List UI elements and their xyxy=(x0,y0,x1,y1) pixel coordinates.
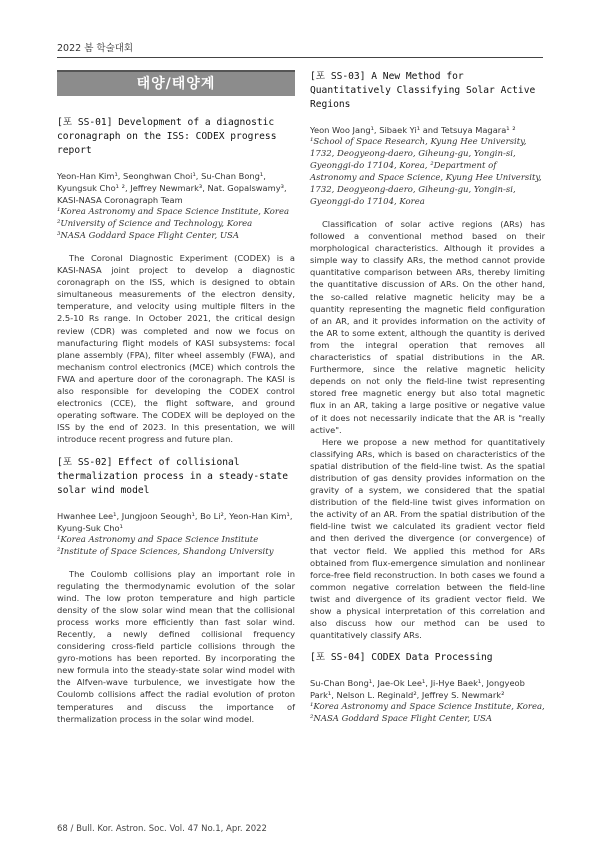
abstract-body xyxy=(57,568,295,725)
left-column xyxy=(57,70,295,735)
abstract-body xyxy=(57,252,295,446)
running-header: 2022 봄 학술대회 xyxy=(57,43,134,54)
paragraph: The Coronal Diagnostic Experiment (CODEX) is a KASI-NASA joint project to develop a diagnostic coronagraph on the ISS, which is designed to obtain simultaneous measurements of the electron density, temperature, and velocity using multiple filters in the 2.5-10 Rs range. In October 2021, the critical design review (CDR) was completed and now we focus on manufacturing flight models of KASI subsystems: focal plane assembly (FPA), filter wheel assembly (FWA), and mechanism control electronics (MCE) which controls the FWA and aperture door of the coronagraph. The KASI is also responsible for developing the CODEX control electronics (CCE), the flight software, and ground operating software. The CODEX will be deployed on the ISS by the end of 2023. In this presentation, we will introduce recent progress and future plan. xyxy=(57,253,295,445)
section-banner: 태양/태양계 xyxy=(57,70,295,96)
author-list: Su-Chan Bong¹, Jae-Ok Lee¹, Ji-Hye Baek¹, Jongyeob Park¹, Nelson L. Reginald², Jeffrey S. Newmark² xyxy=(310,678,525,701)
author-block xyxy=(57,510,295,558)
author-list: Yeon Woo Jang¹, Sibaek Yi¹ and Tetsuya Magara¹ ² xyxy=(310,125,516,135)
paragraph: The Coulomb collisions play an important role in regulating the thermodynamic evolution of the solar wind. The low proton temperature and high particle density of the slow solar wind mean that the collisional process works more efficiently than fast solar wind. Recently, a newly defined collisional frequency considering cross-field particle collisions through the gyro-motions has been reported. By incorporating the new formula into the steady-state solar wind model with the Alfven-wave turbulence, we investigate how the Coulomb collisions affect the radial evolution of proton temperatures and discuss the importance of thermalization process in the solar wind model. xyxy=(57,568,295,724)
affiliation: ¹Korea Astronomy and Space Science Institute xyxy=(57,534,259,545)
header-rule xyxy=(57,57,543,58)
author-block xyxy=(310,124,545,208)
abstract-ss02 xyxy=(57,456,295,725)
abstract-ss03 xyxy=(310,70,545,641)
author-list: Hwanhee Lee¹, Jungjoon Seough¹, Bo Li², Yeon-Han Kim¹, Kyung-Suk Cho¹ xyxy=(57,510,293,533)
right-column xyxy=(310,70,545,735)
affiliation: ³NASA Goddard Space Flight Center, USA xyxy=(57,231,240,241)
affiliation: ²Institute of Space Sciences, Shandong University xyxy=(57,546,274,557)
affiliation: ¹Korea Astronomy and Space Science Institute, Korea, ²NASA Goddard Space Flight Center, USA xyxy=(310,702,545,725)
page-footer: 68 / Bull. Kor. Astron. Soc. Vol. 47 No.1, Apr. 2022 xyxy=(57,824,267,834)
affiliation: ¹School of Space Research, Kyung Hee University, 1732, Deogyeong-daero, Giheung-gu, Yongin-si, Gyeonggi-do 17104, Korea, ²Department of Astronomy and Space Science, Kyung Hee University, 1732, Deogyeong-daero, Giheung-gu, Yongin-si, Gyeonggi-do 17104, Korea xyxy=(310,137,542,207)
author-block xyxy=(57,170,295,242)
paragraph: Classification of solar active regions (ARs) has followed a conventional method based on their morphological characteristics. Although it provides a simple way to classify ARs, the method cannot provide quantitative comparison between ARs, thereby limiting the quantitative discussion of ARs. On the other hand, the so-called relative magnetic helicity may be a quantity representing the magnetic field configuration of an AR, and it provides information on the activity of the AR to some extent, although the quantity is derived from the integral operation that removes all characteristics of spatial distributions in the AR. Furthermore, since the relative magnetic helicity depends on not only the field-line twist representing stored free magnetic energy but also total magnetic flux in an AR, taking a large positive or negative value of it does not necessarily indicate that the AR is "really active". xyxy=(310,219,545,435)
abstract-title: [포 SS-04] CODEX Data Processing xyxy=(310,652,493,664)
author-list: Yeon-Han Kim¹, Seonghwan Choi¹, Su-Chan Bong¹, Kyungsuk Cho¹ ², Jeffrey Newmark³, Nat. Gopalswamy³, KASI-NASA Coronagraph Team xyxy=(57,171,287,205)
author-block xyxy=(310,677,545,725)
abstract-body xyxy=(310,218,545,641)
abstract-title: [포 SS-02] Effect of collisional thermalization process in a steady-state solar wind model xyxy=(57,456,289,496)
paragraph: Here we propose a new method for quantitatively classifying ARs, which is based on characteristics of the spatial distribution of the field-line twist. As the spatial distribution of gas density provides information on the gravity of a system, we considered that the spatial distribution of the field-line twist gives information on the activity of an AR. From the spatial distribution of the field-line twist we calculated its gradient vector field and then derived the divergence (or convergence) of that vector field. We applied this method for ARs obtained from flux-emergence simulation and nonlinear force-free field reconstruction. In both cases we found a common negative correlation between the field-line twist and divergence of its gradient vector field. We show a physical interpretation of this correlation and also discuss how our method can be used to quantitatively classify ARs. xyxy=(310,436,545,641)
affiliation: ²University of Science and Technology, Korea xyxy=(57,219,253,229)
affiliation: ¹Korea Astronomy and Space Science Institute, Korea xyxy=(57,207,290,217)
abstract-ss04 xyxy=(310,651,545,725)
abstract-title: [포 SS-03] A New Method for Quantitatively Classifying Solar Active Regions xyxy=(310,71,536,110)
abstract-title: [포 SS-01] Development of a diagnostic coronagraph on the ISS: CODEX progress report xyxy=(57,117,277,156)
abstract-ss01 xyxy=(57,116,295,446)
